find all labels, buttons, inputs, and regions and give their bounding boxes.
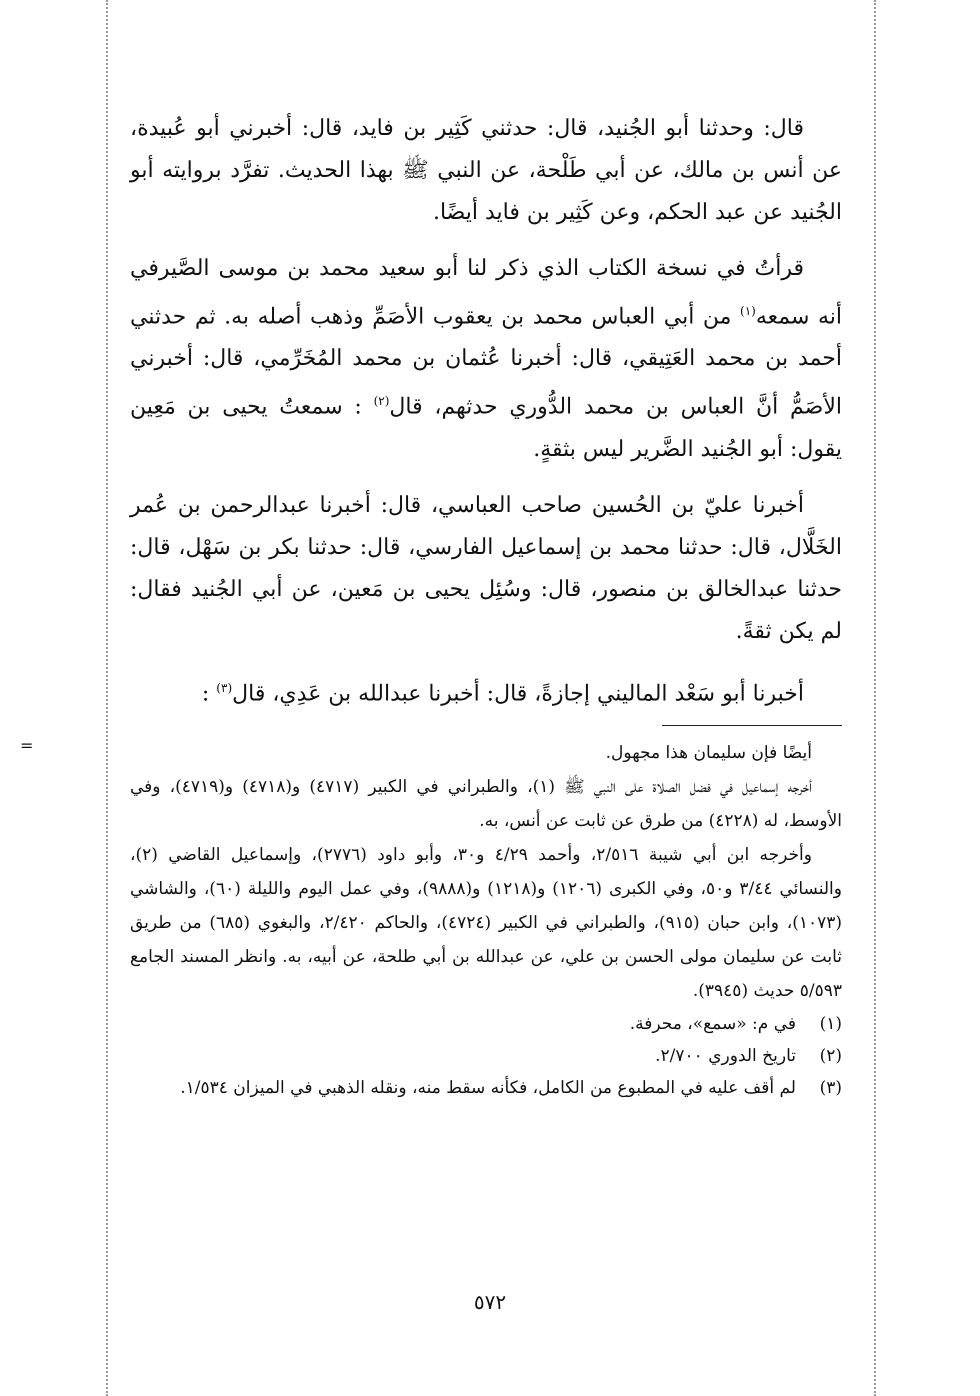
- footnote-ref-3[interactable]: (٣): [216, 680, 233, 695]
- continuation-line-3: وأخرجه ابن أبي شيبة ٢/٥١٦، وأحمد ٤/٢٩ و٣٠، وأبو داود (٢٧٧٦)، وإسماعيل القاضي (٢)، والنسائي ٣/٤٤ و٥٠، وفي الكبرى (١٢٠٦) و(١٢١٨) و(٩٨٨٨)، وفي عمل اليوم والليلة (٦٠)، والشاشي (١٠٧٣)، وابن حبان (٩١٥)، والطبراني في الكبير (٤٧٢٤)، والحاكم ٢/٤٢٠، والبغوي (٦٨٥) من طريق ثابت عن سليمان مولى الحسن بن علي، عن عبدالله بن أبي طلحة، عن أبيه، به. وانظر المسند الجامع ٥/٥٩٣ حديث (٣٩٤٥).: [130, 844, 843, 1001]
- paragraph-2-text-a: قرأتُ في نسخة الكتاب الذي ذكر لنا أبو سعيد محمد بن موسى الصَّيرفي أنه سمعه: [130, 256, 843, 330]
- footnote-ref-2[interactable]: (٢): [373, 394, 390, 409]
- paragraph-4-text: أخبرنا أبو سَعْد الماليني إجازةً، قال: أخبرنا عبدالله بن عَدِي، قال: [232, 680, 804, 706]
- page-number: ٥٧٢: [473, 1290, 507, 1314]
- paragraph-1: [130, 108, 842, 234]
- continuation-line-2: أخرجه إسماعيل في فضل الصلاة على النبي ﷺ (١)، والطبراني في الكبير (٤٧١٧) و(٤٧١٨) و(٤٧١٩)، وفي الأوسط، له (٤٢٢٨) من طرق عن ثابت عن أنس، به.: [130, 776, 842, 831]
- paragraph-2-text-c: : سمعتُ يحيى بن مَعِين يقول: أبو الجُنيد الضَّرير ليس بثقةٍ.: [130, 394, 842, 462]
- paragraph-4-colon: :: [201, 680, 210, 706]
- paragraph-2-text-b: من أبي العباس محمد بن يعقوب الأصَمِّ وذهب أصله به. ثم حدثني أحمد بن محمد العَتِيقي، قال: أخبرنا عُثمان بن محمد المُخَرِّمي، قال: أخبرني الأصَمُّ أنَّ العباس بن محمد الدُّوري حدثهم، قال: [130, 304, 842, 420]
- continuation-line-1: أيضًا فإن سليمان هذا مجهول.: [605, 742, 812, 763]
- footnote-2-number: (٢): [819, 1045, 842, 1066]
- footnote-2: [130, 1040, 842, 1072]
- paragraph-3: [130, 485, 842, 653]
- paragraph-2: [130, 248, 842, 471]
- scan-line-left: [106, 0, 108, 1396]
- paragraph-4: [130, 667, 842, 715]
- footnote-2-text: تاريخ الدوري ٢/٧٠٠.: [655, 1045, 796, 1066]
- footnote-1-number: (١): [819, 1013, 842, 1034]
- footnote-separator: [662, 725, 842, 726]
- paragraph-1-text: قال: وحدثنا أبو الجُنيد، قال: حدثني كَثِير بن فايد، قال: أخبرني أبو عُبيدة، عن أنس بن مالك، عن أبي طَلْحة، عن النبي ﷺ بهذا الحديث. تفرَّد بروايته أبو الجُنيد عن عبد الحكم، وعن كَثِير بن فايد أيضًا.: [130, 116, 842, 225]
- footnote-3: [130, 1072, 842, 1104]
- footnote-ref-1[interactable]: (١): [740, 304, 756, 318]
- footnote-continuation: [20, 735, 843, 1008]
- footnote-1-text: في م: «سمع»، محرفة.: [629, 1013, 796, 1034]
- footnote-3-number: (٣): [819, 1077, 842, 1098]
- footnote-3-text: لم أقف عليه في المطبوع من الكامل، فكأنه سقط منه، ونقله الذهبي في الميزان ١/٥٣٤.: [180, 1077, 796, 1098]
- paragraph-3-text: أخبرنا عليّ بن الحُسين صاحب العباسي، قال: أخبرنا عبدالرحمن بن عُمر الخَلَّال، قال: حدثنا محمد بن إسماعيل الفارسي، قال: حدثنا بكر بن سَهْل، قال: حدثنا عبدالخالق بن منصور، قال: وسُئِل يحيى بن مَعين، عن أبي الجُنيد فقال: لم يكن ثقةً.: [130, 492, 842, 644]
- page-body: [20, 108, 843, 1104]
- scan-line-right: [874, 0, 876, 1396]
- continuation-mark: =: [20, 735, 34, 755]
- footnote-1: [130, 1008, 842, 1040]
